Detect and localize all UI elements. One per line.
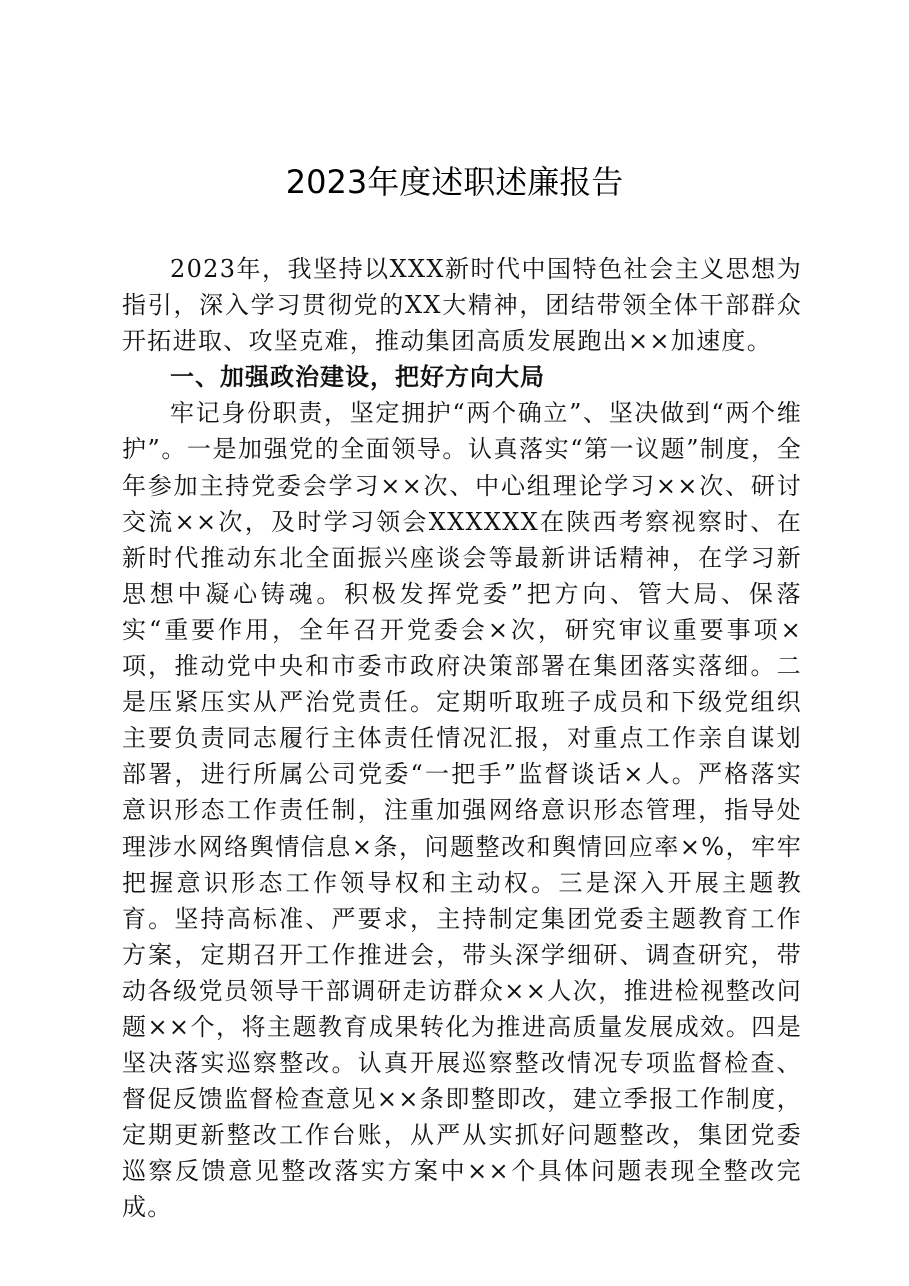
section-paragraph: 牢记身份职责，坚定拥护“两个确立”、坚决做到“两个维护”。一是加强党的全面领导。认真落实“第一议题”制度，全年参加主持党委会学习××次、中心组理论学习××次、研讨交流××次，及时学习领会XXXXXX在陕西考察视察时、在新时代推动东北全面振兴座谈会等最新讲话精神，在学习新思想中凝心铸魂。积极发挥党委”把方向、管大局、保落实“重要作用，全年召开党委会×次，研究审议重要事项×项，推动党中央和市委市政府决策部署在集团落实落细。二是压紧压实从严治党责任。定期听取班子成员和下级党组织主要负责同志履行主体责任情况汇报，对重点工作亲自谋划部署，进行所属公司党委“一把手”监督谈话×人。严格落实意识形态工作责任制，注重加强网络意识形态管理，指导处理涉水网络舆情信息×条，问题整改和舆情回应率×%，牢牢把握意识形态工作领导权和主动权。三是深入开展主题教育。坚持高标准、严要求，主持制定集团党委主题教育工作方案，定期召开工作推进会，带头深学细研、调查研究，带动各级党员领导干部调研走访群众××人次，推进检视整改问题××个，将主题教育成果转化为推进高质量发展成效。四是坚决落实巡察整改。认真开展巡察整改情况专项监督检查、督促反馈监督检查意见××条即整即改，建立季报工作制度，定期更新整改工作台账，从严从实抓好问题整改，集团党委巡察反馈意见整改落实方案中××个具体问题表现全整改完成。: [122, 399, 802, 1222]
document-body: [122, 251, 802, 1226]
intro-paragraph: 2023年，我坚持以XXX新时代中国特色社会主义思想为指引，深入学习贯彻党的XX大精神，团结带领全体干部群众开拓进取、攻坚克难，推动集团高质发展跑出××加速度。: [122, 255, 802, 356]
section-heading: 一、加强政治建设，把好方向大局: [170, 363, 545, 392]
document-title: 2023年度述职述廉报告: [285, 163, 624, 201]
